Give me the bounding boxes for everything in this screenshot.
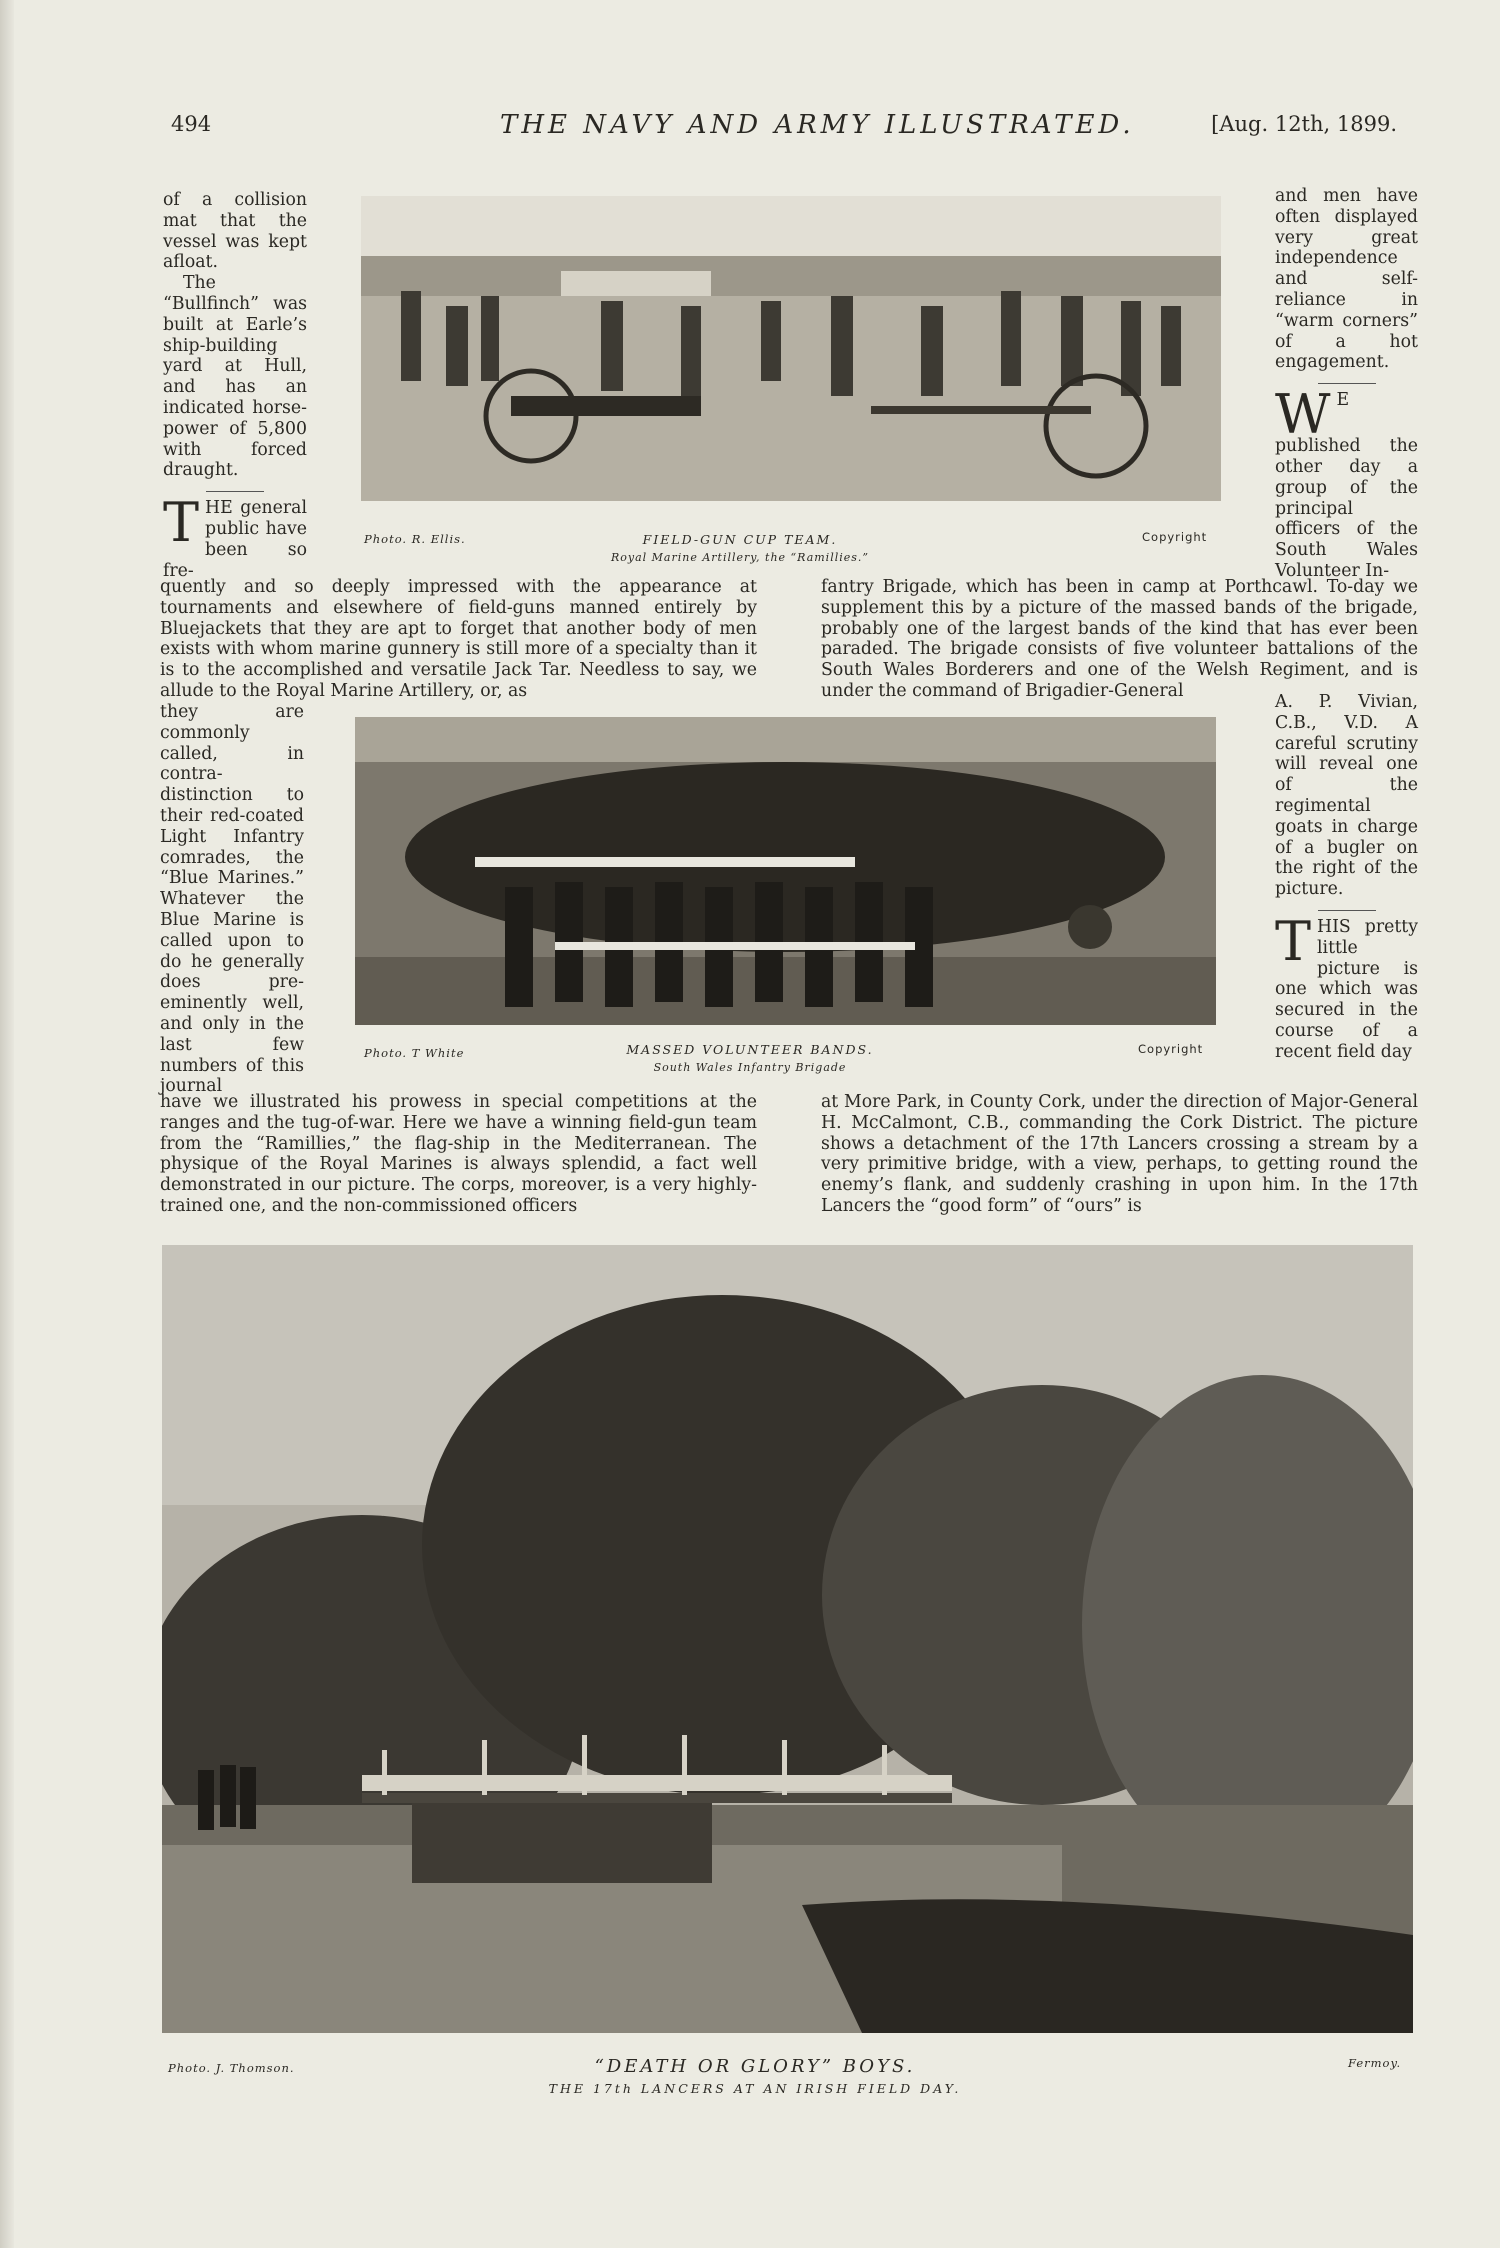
lancers-bridge-photo <box>162 1245 1413 2033</box>
photo-lancers-image <box>162 1245 1413 2033</box>
drop-cap: T <box>163 491 200 555</box>
drop-cap: T <box>1275 909 1312 973</box>
photo1-subtitle: Royal Marine Artillery, the “Ramillies.” <box>610 551 870 564</box>
paragraph: of a collision mat that the vessel was kept afloat. <box>163 190 307 273</box>
page-edge <box>0 0 14 2248</box>
divider <box>1318 910 1376 911</box>
photo3-location: Fermoy. <box>1348 2056 1402 2070</box>
paragraph: The “Bullfinch” was built at Earle’s ship-building yard at Hull, and has an indicated horse-power of 5,800 with forced draught. <box>163 273 307 481</box>
photo3-title: “DEATH OR GLORY” BOYS. <box>594 2056 916 2077</box>
photo1-credit: Photo. R. Ellis. <box>364 532 466 546</box>
photo2-copyright: Copyright <box>1138 1042 1204 1056</box>
right-column-top <box>1275 186 1418 582</box>
divider <box>206 491 264 492</box>
photo-massed-bands-image <box>355 717 1216 1025</box>
photo2-credit: Photo. T White <box>364 1046 465 1060</box>
photo1-copyright: Copyright <box>1142 530 1208 544</box>
paragraph: THIS pretty little picture is one which was secured in the course of a recent field day <box>1275 909 1418 1062</box>
body-text-left-1: quently and so deeply impressed with the appearance at tournaments and elsewhere of field-guns manned entirely by Bluejackets that they are apt to forget that another body of men exists with whom marine gunnery is still more of a specialty than it is to the accomplished and versatile Jack Tar. Needless to say, we allude to the Royal Marine Artillery, or, as <box>160 577 757 701</box>
body-text-left-2: have we illustrated his prowess in special competitions at the ranges and the tug-of-war. Here we have a winning field-gun team from the “Ramillies,” the flag-ship in the Mediterranean. The physique of the Royal Marines is always splendid, a fact well demonstrated in our picture. The corps, moreover, is a very highly-trained one, and the non-commissioned officers <box>160 1092 757 1216</box>
body-text-right-2: at More Park, in County Cork, under the direction of Major-General H. McCalmont, C.B., commanding the Cork District. The picture shows a detachment of the 17th Lancers crossing a stream by a very primitive bridge, with a view, perhaps, to getting round the enemy’s flank, and suddenly crashing in upon him. In the 17th Lancers the “good form” of “ours” is <box>821 1092 1418 1216</box>
drop-cap: W <box>1275 383 1331 447</box>
photo1-title: FIELD-GUN CUP TEAM. <box>642 532 838 547</box>
photo-field-gun-image <box>361 196 1221 501</box>
photo2-title: MASSED VOLUNTEER BANDS. <box>626 1042 874 1057</box>
body-text-right-1: fantry Brigade, which has been in camp at Porthcawl. To-day we supplement this by a picture of the massed bands of the brigade, probably one of the largest bands of the kind that has ever been paraded. The brigade consists of five volunteer battalions of the South Wales Borderers and one of the Welsh Regiment, and is under the command of Brigadier-General <box>821 577 1418 701</box>
page-number: 494 <box>171 112 212 136</box>
paragraph: W E published the other day a group of the principal officers of the South Wales Volunteer In- <box>1275 383 1418 581</box>
paragraph: A. P. Vivian, C.B., V.D. A careful scrutiny will reveal one of the regimental goats in charge of a bugler on the right of the picture. <box>1275 692 1418 900</box>
paragraph: THE general public have been so fre- <box>163 491 307 581</box>
left-column-mid: they are commonly called, in contra-distinction to their red-coated Light Infantry comrades, the “Blue Marines.” Whatever the Blue Marine is called upon to do he generally does pre-eminently well, and only in the last few numbers of this journal <box>160 702 304 1097</box>
publication-title: THE NAVY AND ARMY ILLUSTRATED. <box>500 110 1135 140</box>
field-gun-team-photo <box>361 196 1221 501</box>
photo3-subtitle: THE 17th LANCERS AT AN IRISH FIELD DAY. <box>548 2081 962 2096</box>
issue-date: [Aug. 12th, 1899. <box>1211 112 1397 136</box>
massed-bands-photo <box>355 717 1216 1025</box>
left-column-top <box>163 190 307 581</box>
right-column-mid <box>1275 692 1418 1063</box>
photo3-credit: Photo. J. Thomson. <box>168 2061 295 2075</box>
photo2-subtitle: South Wales Infantry Brigade <box>653 1061 847 1074</box>
paragraph: and men have often displayed very great independence and self-reliance in “warm corners” of a hot engagement. <box>1275 186 1418 373</box>
